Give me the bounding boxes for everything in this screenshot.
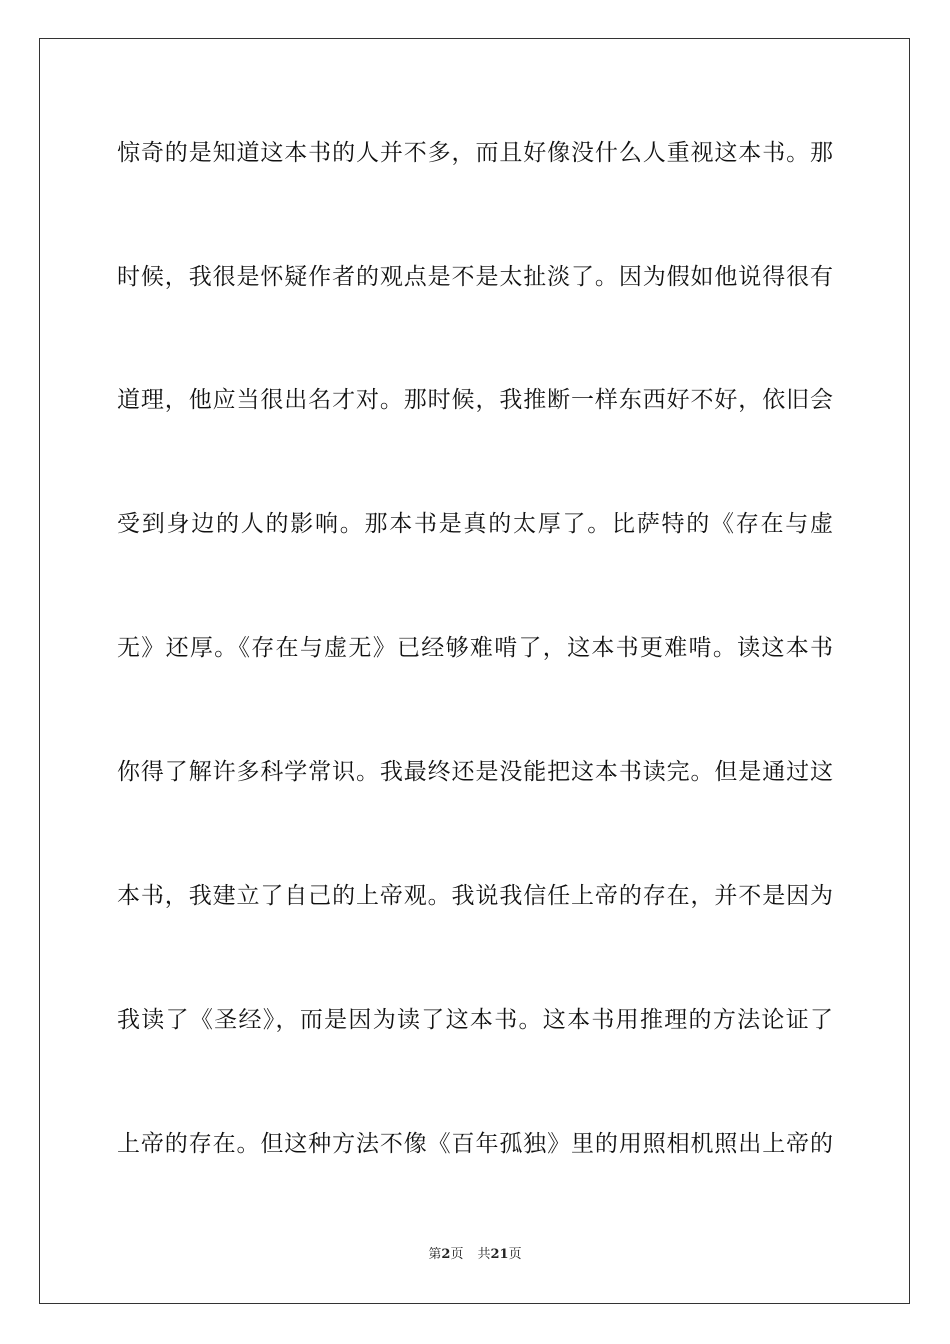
body-text-line: 惊奇的是知道这本书的人并不多，而且好像没什么人重视这本书。那 xyxy=(117,140,833,166)
body-text-line: 无》还厚。《存在与虚无》已经够难啃了，这本书更难啃。读这本书 xyxy=(117,635,833,661)
body-text-line: 我读了《圣经》，而是因为读了这本书。这本书用推理的方法论证了 xyxy=(117,1007,833,1033)
page-footer xyxy=(0,1246,950,1264)
body-text-line: 上帝的存在。但这种方法不像《百年孤独》里的用照相机照出上帝的 xyxy=(117,1131,833,1157)
body-text-line: 道理，他应当很出名才对。那时候，我推断一样东西好不好，依旧会 xyxy=(117,387,833,413)
page-prefix: 第 xyxy=(428,1247,442,1262)
page-suffix: 页 xyxy=(450,1247,464,1262)
total-prefix: 共 xyxy=(477,1247,491,1262)
page-number: 2 xyxy=(441,1247,451,1262)
total-pages: 21 xyxy=(490,1247,509,1262)
body-text-line: 受到身边的人的影响。那本书是真的太厚了。比萨特的《存在与虚 xyxy=(117,511,833,537)
body-text-line: 时候，我很是怀疑作者的观点是不是太扯淡了。因为假如他说得很有 xyxy=(117,264,833,290)
body-text-line: 你得了解许多科学常识。我最终还是没能把这本书读完。但是通过这 xyxy=(117,759,833,785)
page-border xyxy=(39,38,910,1304)
body-text-line: 本书，我建立了自己的上帝观。我说我信任上帝的存在，并不是因为 xyxy=(117,883,833,909)
total-suffix: 页 xyxy=(508,1247,522,1262)
